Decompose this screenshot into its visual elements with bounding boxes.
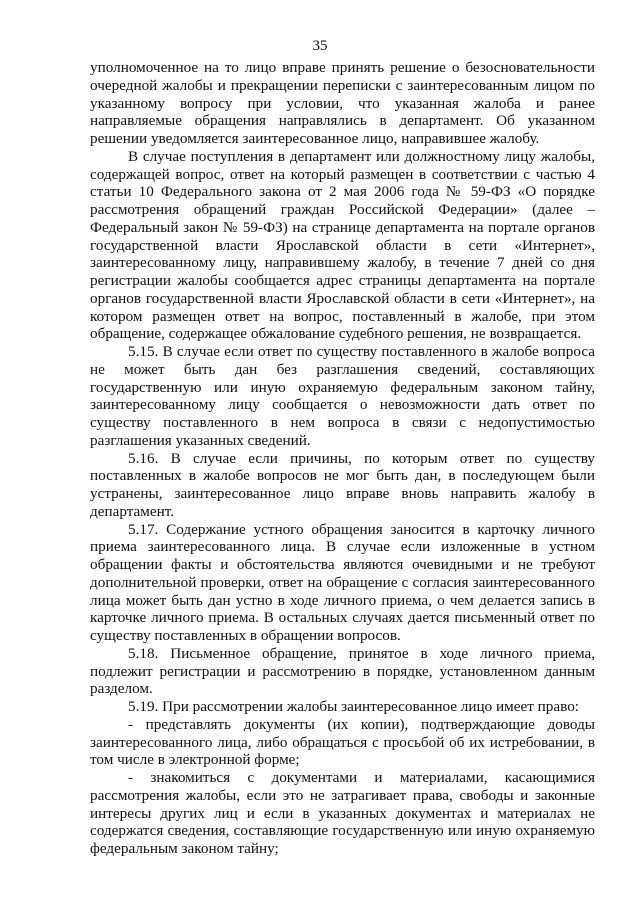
page-number: 35 bbox=[312, 38, 328, 54]
paragraph-5-19: 5.19. При рассмотрении жалобы заинтересованное лицо имеет право: bbox=[128, 698, 580, 715]
paragraph-5-15: 5.15. В случае если ответ по существу поставленного в жалобе вопроса не может быть дан без разглашения сведений, составляющих государственную или иную охраняемую федеральным законом тайну, заинтересованному лицу сообщается о невозможности дать ответ по существу поставленного в нем вопроса в связи с недопустимостью разглашения указанных сведений. bbox=[90, 343, 595, 449]
paragraph-5-18: 5.18. Письменное обращение, принятое в ходе личного приема, подлежит регистрации и рассмотрению в порядке, установленном данным разделом. bbox=[90, 644, 595, 698]
document-body bbox=[90, 59, 595, 858]
list-item-documents: - представлять документы (их копии), подтверждающие доводы заинтересованного лица, либо обращаться с просьбой об их истребовании, в том числе в электронной форме; bbox=[90, 715, 595, 769]
paragraph-website-answer: В случае поступления в департамент или должностному лицу жалобы, содержащей вопрос, ответ на который размещен в соответствии с частью 4 статьи 10 Федерального закона от 2 мая 2006 года № 59-ФЗ «О порядке рассмотрения обращений граждан Российской Федерации» (далее – Федеральный закон № 59-ФЗ) на странице департамента на портале органов государственной власти Ярославской области в сети «Интернет», заинтересованному лицу, направившему жалобу, в течение 7 дней со дня регистрации жалобы сообщается адрес страницы департамента на портале органов государственной власти Ярославской области в сети «Интернет», на котором размещен ответ на вопрос, поставленный в жалобе, при этом обращение, содержащее обжалование судебного решения, не возвращается. bbox=[90, 147, 595, 343]
paragraph-continuation: уполномоченное на то лицо вправе принять решение о безосновательности очередной жалобы и прекращении переписки с заинтересованным лицом по указанному вопросу при условии, что указанная жалоба и ранее направляемые обращения направлялись в департамент. Об указанном решении уведомляется заинтересованное лицо, направившее жалобу. bbox=[90, 59, 595, 147]
list-item-materials: - знакомиться с документами и материалами, касающимися рассмотрения жалобы, если это не затрагивает права, свободы и законные интересы других лиц и если в указанных документах и материалах не содержатся сведения, составляющие государственную или иную охраняемую федеральным законом тайну; bbox=[90, 769, 595, 857]
paragraph-5-16: 5.16. В случае если причины, по которым ответ по существу поставленных в жалобе вопросов не мог быть дан, в последующем были устранены, заинтересованное лицо вправе вновь направить жалобу в департамент. bbox=[90, 449, 595, 520]
paragraph-5-17: 5.17. Содержание устного обращения заносится в карточку личного приема заинтересованного лица. В случае если изложенные в устном обращении факты и обстоятельства являются очевидными и не требуют дополнительной проверки, ответ на обращение с согласия заинтересованного лица может быть дан устно в ходе личного приема, о чем делается запись в карточке личного приема. В остальных случаях дается письменный ответ по существу поставленных в обращении вопросов. bbox=[90, 520, 595, 644]
